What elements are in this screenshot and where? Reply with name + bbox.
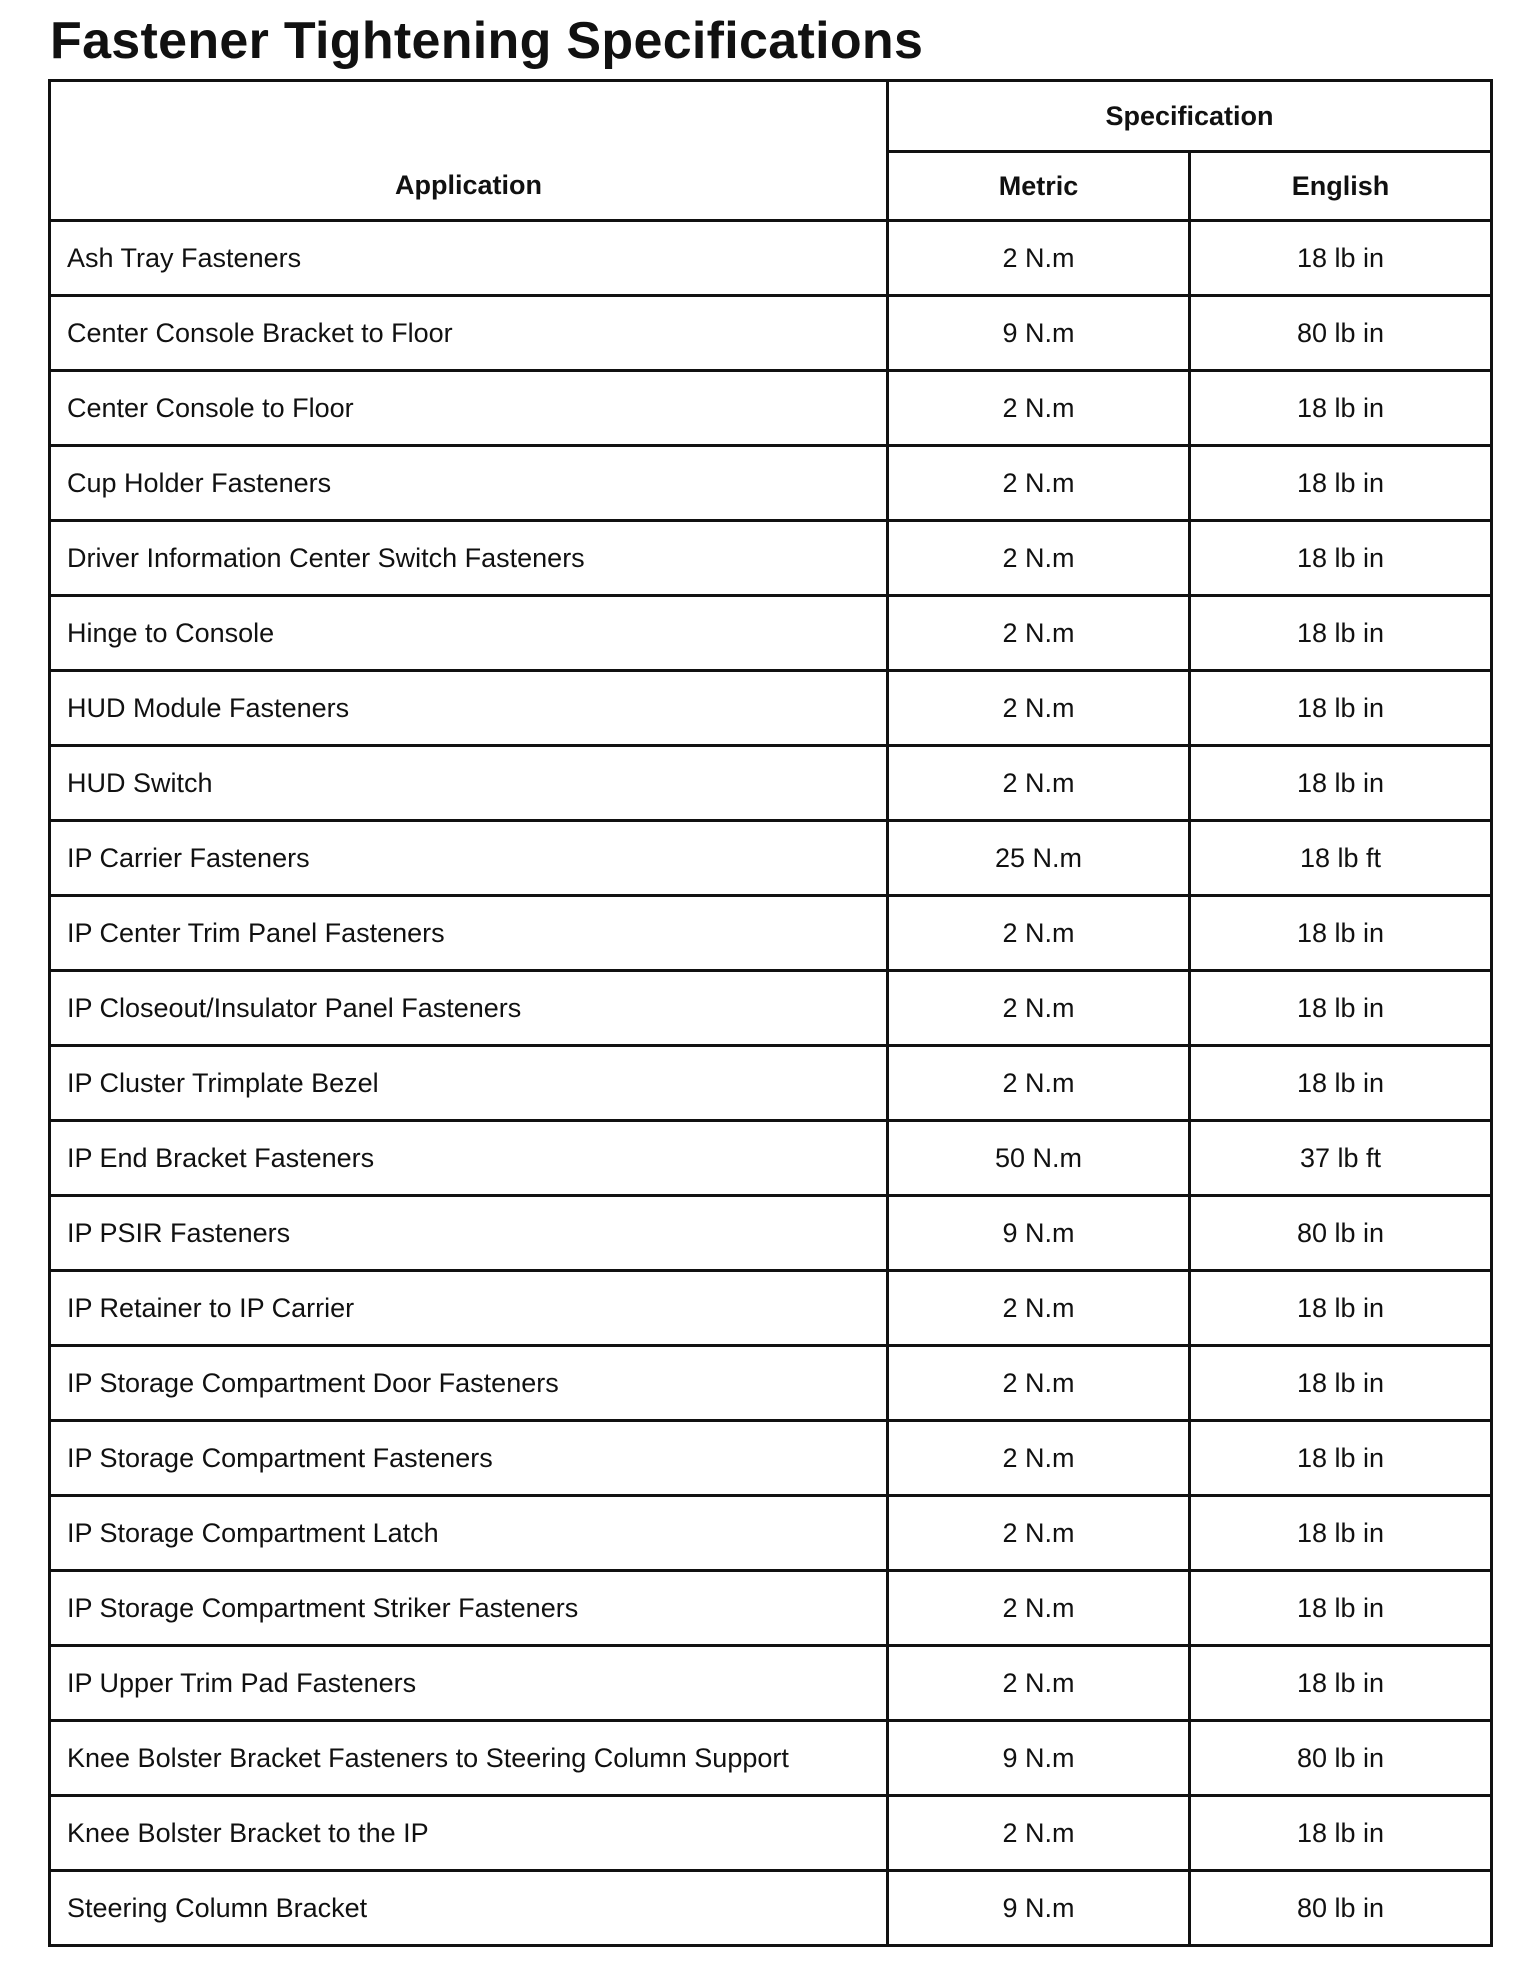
table-row bbox=[50, 1421, 1492, 1496]
english-cell: 18 lb ft bbox=[1190, 821, 1492, 896]
english-cell: 18 lb in bbox=[1190, 596, 1492, 671]
table-row bbox=[50, 896, 1492, 971]
english-cell: 18 lb in bbox=[1190, 1421, 1492, 1496]
table-row bbox=[50, 1571, 1492, 1646]
metric-cell: 2 N.m bbox=[888, 1796, 1190, 1871]
application-cell: IP Storage Compartment Striker Fasteners bbox=[50, 1571, 888, 1646]
english-cell: 80 lb in bbox=[1190, 296, 1492, 371]
application-cell: Knee Bolster Bracket to the IP bbox=[50, 1796, 888, 1871]
specification-group-header: Specification bbox=[888, 81, 1492, 152]
english-cell: 18 lb in bbox=[1190, 1346, 1492, 1421]
metric-column-header: Metric bbox=[888, 152, 1190, 221]
application-cell: IP Storage Compartment Latch bbox=[50, 1496, 888, 1571]
page-title: Fastener Tightening Specifications bbox=[50, 12, 924, 70]
application-cell: Knee Bolster Bracket Fasteners to Steering Column Support bbox=[50, 1721, 888, 1796]
table-row bbox=[50, 1871, 1492, 1946]
application-cell: IP End Bracket Fasteners bbox=[50, 1121, 888, 1196]
application-cell: IP Center Trim Panel Fasteners bbox=[50, 896, 888, 971]
english-cell: 18 lb in bbox=[1190, 1796, 1492, 1871]
application-cell: IP Storage Compartment Door Fasteners bbox=[50, 1346, 888, 1421]
english-cell: 18 lb in bbox=[1190, 1496, 1492, 1571]
table-row bbox=[50, 1346, 1492, 1421]
english-cell: 18 lb in bbox=[1190, 1271, 1492, 1346]
application-column-header: Application bbox=[50, 81, 888, 221]
metric-cell: 9 N.m bbox=[888, 1871, 1190, 1946]
table-row bbox=[50, 971, 1492, 1046]
application-cell: Ash Tray Fasteners bbox=[50, 221, 888, 296]
application-cell: Cup Holder Fasteners bbox=[50, 446, 888, 521]
metric-cell: 2 N.m bbox=[888, 896, 1190, 971]
table-body bbox=[50, 221, 1492, 1946]
table-row bbox=[50, 1796, 1492, 1871]
application-cell: HUD Module Fasteners bbox=[50, 671, 888, 746]
english-cell: 37 lb ft bbox=[1190, 1121, 1492, 1196]
metric-cell: 2 N.m bbox=[888, 446, 1190, 521]
metric-cell: 2 N.m bbox=[888, 521, 1190, 596]
metric-cell: 2 N.m bbox=[888, 1496, 1190, 1571]
application-cell: IP Storage Compartment Fasteners bbox=[50, 1421, 888, 1496]
english-cell: 18 lb in bbox=[1190, 896, 1492, 971]
english-cell: 18 lb in bbox=[1190, 521, 1492, 596]
table-row bbox=[50, 1046, 1492, 1121]
application-cell: IP PSIR Fasteners bbox=[50, 1196, 888, 1271]
table-row bbox=[50, 1721, 1492, 1796]
table-row bbox=[50, 821, 1492, 896]
application-cell: Driver Information Center Switch Fasteners bbox=[50, 521, 888, 596]
table-row bbox=[50, 671, 1492, 746]
english-cell: 80 lb in bbox=[1190, 1196, 1492, 1271]
metric-cell: 2 N.m bbox=[888, 971, 1190, 1046]
table-row bbox=[50, 596, 1492, 671]
english-cell: 80 lb in bbox=[1190, 1871, 1492, 1946]
metric-cell: 2 N.m bbox=[888, 221, 1190, 296]
english-cell: 18 lb in bbox=[1190, 371, 1492, 446]
metric-cell: 50 N.m bbox=[888, 1121, 1190, 1196]
english-cell: 18 lb in bbox=[1190, 1046, 1492, 1121]
metric-cell: 2 N.m bbox=[888, 371, 1190, 446]
metric-cell: 25 N.m bbox=[888, 821, 1190, 896]
metric-cell: 9 N.m bbox=[888, 1196, 1190, 1271]
table-row bbox=[50, 1646, 1492, 1721]
english-cell: 18 lb in bbox=[1190, 746, 1492, 821]
application-cell: Center Console to Floor bbox=[50, 371, 888, 446]
table-row bbox=[50, 371, 1492, 446]
metric-cell: 2 N.m bbox=[888, 1421, 1190, 1496]
english-cell: 18 lb in bbox=[1190, 1571, 1492, 1646]
english-cell: 18 lb in bbox=[1190, 1646, 1492, 1721]
english-cell: 18 lb in bbox=[1190, 221, 1492, 296]
metric-cell: 2 N.m bbox=[888, 1346, 1190, 1421]
table-row bbox=[50, 521, 1492, 596]
application-cell: IP Upper Trim Pad Fasteners bbox=[50, 1646, 888, 1721]
application-cell: Center Console Bracket to Floor bbox=[50, 296, 888, 371]
english-cell: 18 lb in bbox=[1190, 446, 1492, 521]
table-row bbox=[50, 746, 1492, 821]
metric-cell: 2 N.m bbox=[888, 1271, 1190, 1346]
metric-cell: 9 N.m bbox=[888, 296, 1190, 371]
application-cell: HUD Switch bbox=[50, 746, 888, 821]
metric-cell: 9 N.m bbox=[888, 1721, 1190, 1796]
english-cell: 18 lb in bbox=[1190, 671, 1492, 746]
metric-cell: 2 N.m bbox=[888, 1046, 1190, 1121]
application-cell: IP Closeout/Insulator Panel Fasteners bbox=[50, 971, 888, 1046]
application-cell: IP Carrier Fasteners bbox=[50, 821, 888, 896]
table-row bbox=[50, 221, 1492, 296]
application-cell: Steering Column Bracket bbox=[50, 1871, 888, 1946]
metric-cell: 2 N.m bbox=[888, 746, 1190, 821]
application-cell: IP Cluster Trimplate Bezel bbox=[50, 1046, 888, 1121]
table-row bbox=[50, 296, 1492, 371]
application-cell: Hinge to Console bbox=[50, 596, 888, 671]
table-row bbox=[50, 1121, 1492, 1196]
metric-cell: 2 N.m bbox=[888, 1571, 1190, 1646]
english-column-header: English bbox=[1190, 152, 1492, 221]
metric-cell: 2 N.m bbox=[888, 596, 1190, 671]
english-cell: 80 lb in bbox=[1190, 1721, 1492, 1796]
table-row bbox=[50, 1196, 1492, 1271]
table-row bbox=[50, 1496, 1492, 1571]
table-row bbox=[50, 1271, 1492, 1346]
application-cell: IP Retainer to IP Carrier bbox=[50, 1271, 888, 1346]
table-row bbox=[50, 446, 1492, 521]
metric-cell: 2 N.m bbox=[888, 671, 1190, 746]
metric-cell: 2 N.m bbox=[888, 1646, 1190, 1721]
english-cell: 18 lb in bbox=[1190, 971, 1492, 1046]
fastener-spec-table bbox=[48, 79, 1493, 1947]
